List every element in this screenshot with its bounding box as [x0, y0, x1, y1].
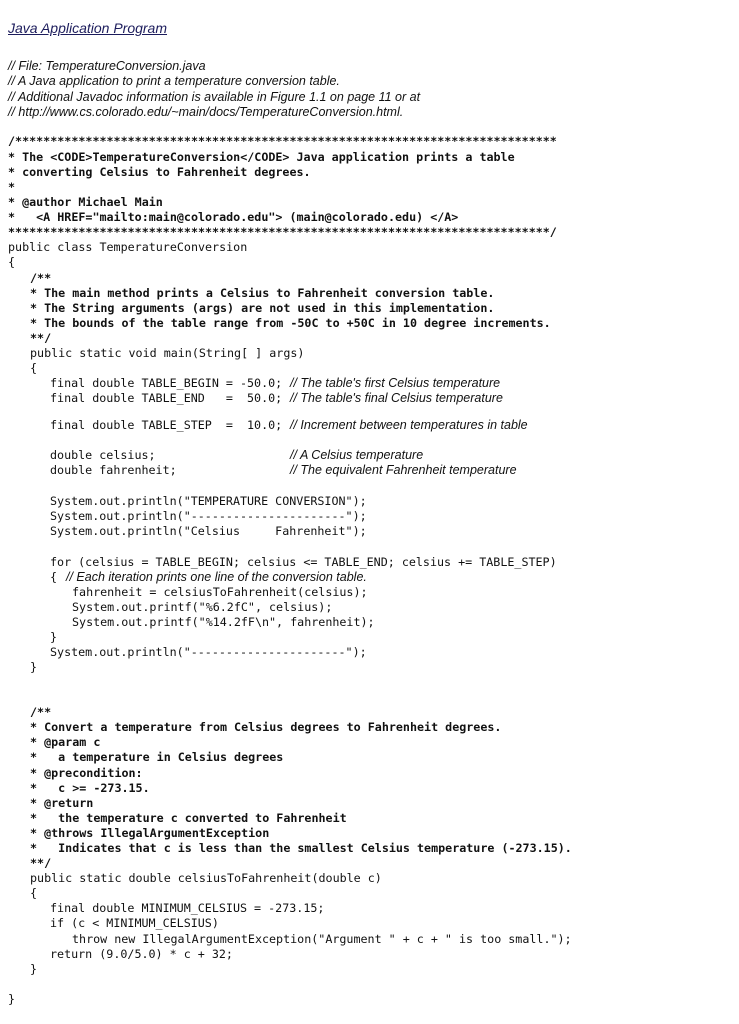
page-title: Java Application Program — [8, 20, 168, 36]
code-line: throw new IllegalArgumentException("Argument " + c + " is too small."); — [72, 932, 572, 946]
comment-line: // http://www.cs.colorado.edu/~main/docs/TemperatureConversion.html. — [8, 105, 404, 119]
javadoc-line: /** — [30, 705, 52, 719]
javadoc-line: * The String arguments (args) are not used in this implementation. — [30, 301, 495, 315]
code-line: { — [30, 886, 38, 900]
code-line: System.out.println("Celsius Fahrenheit"); — [50, 524, 367, 538]
javadoc-line: /** — [30, 271, 52, 285]
code-line: final double TABLE_STEP = 10.0; — [50, 418, 283, 432]
inline-comment: // The table's first Celsius temperature — [290, 376, 501, 390]
javadoc-line: * @return — [30, 796, 94, 810]
javadoc-line: * @param c — [30, 735, 101, 749]
javadoc-line: * The <CODE>TemperatureConversion</CODE> Java application prints a table — [8, 150, 515, 164]
inline-comment: // Increment between temperatures in table — [290, 418, 528, 432]
code-line: } — [8, 992, 16, 1006]
code-line: public static double celsiusToFahrenheit(double c) — [30, 871, 382, 885]
javadoc-line: * @author Michael Main — [8, 195, 163, 209]
code-line: for (celsius = TABLE_BEGIN; celsius <= TABLE_END; celsius += TABLE_STEP) — [50, 555, 557, 569]
code-line: { — [8, 255, 16, 269]
javadoc-line: * The bounds of the table range from -50C to +50C in 10 degree increments. — [30, 316, 551, 330]
javadoc-line: **/ — [30, 331, 52, 345]
inline-comment: // The equivalent Fahrenheit temperature — [290, 463, 517, 477]
javadoc-line: * @throws IllegalArgumentException — [30, 826, 270, 840]
javadoc-line: * the temperature c converted to Fahrenheit — [30, 811, 347, 825]
code-line: System.out.println("----------------------"); — [50, 509, 367, 523]
inline-comment: // A Celsius temperature — [290, 448, 424, 462]
code-line: final double TABLE_BEGIN = -50.0; — [50, 376, 283, 390]
code-line: { — [30, 361, 38, 375]
javadoc-line: * converting Celsius to Fahrenheit degrees. — [8, 165, 311, 179]
inline-comment: // Each iteration prints one line of the conversion table. — [66, 570, 367, 584]
code-line: return (9.0/5.0) * c + 32; — [50, 947, 233, 961]
code-line: System.out.printf("%14.2fF\n", fahrenheit); — [72, 615, 375, 629]
javadoc-line: * Indicates that c is less than the smallest Celsius temperature (-273.15). — [30, 841, 572, 855]
comment-line: // A Java application to print a temperature conversion table. — [8, 74, 340, 88]
javadoc-line: * <A HREF="mailto:main@colorado.edu"> (main@colorado.edu) </A> — [8, 210, 459, 224]
javadoc-line: **/ — [30, 856, 52, 870]
code-line: final double TABLE_END = 50.0; — [50, 391, 283, 405]
code-line: } — [30, 660, 38, 674]
javadoc-line: * The main method prints a Celsius to Fahrenheit conversion table. — [30, 286, 495, 300]
code-line: public static void main(String[ ] args) — [30, 346, 305, 360]
code-line: } — [50, 630, 58, 644]
code-line: double celsius; — [50, 448, 156, 462]
code-line: double fahrenheit; — [50, 463, 177, 477]
javadoc-line: * a temperature in Celsius degrees — [30, 750, 284, 764]
javadoc-line: * Convert a temperature from Celsius degrees to Fahrenheit degrees. — [30, 720, 502, 734]
javadoc-line: * — [8, 180, 16, 194]
javadoc-line: * @precondition: — [30, 766, 143, 780]
comment-line: // Additional Javadoc information is available in Figure 1.1 on page 11 or at — [8, 90, 421, 104]
comment-line: // File: TemperatureConversion.java — [8, 59, 206, 73]
code-line: } — [30, 962, 38, 976]
javadoc-line: *****************************************************************************/ — [8, 225, 557, 239]
javadoc-line: /***************************************************************************** — [8, 134, 557, 148]
inline-comment: // The table's final Celsius temperature — [290, 391, 503, 405]
code-line: if (c < MINIMUM_CELSIUS) — [50, 916, 219, 930]
code-line: System.out.println("----------------------"); — [50, 645, 367, 659]
code-line: System.out.println("TEMPERATURE CONVERSION"); — [50, 494, 367, 508]
code-line: { — [50, 570, 58, 584]
code-line: final double MINIMUM_CELSIUS = -273.15; — [50, 901, 325, 915]
javadoc-line: * c >= -273.15. — [30, 781, 150, 795]
code-line: public class TemperatureConversion — [8, 240, 248, 254]
code-line: System.out.printf("%6.2fC", celsius); — [72, 600, 333, 614]
code-line: fahrenheit = celsiusToFahrenheit(celsius); — [72, 585, 368, 599]
